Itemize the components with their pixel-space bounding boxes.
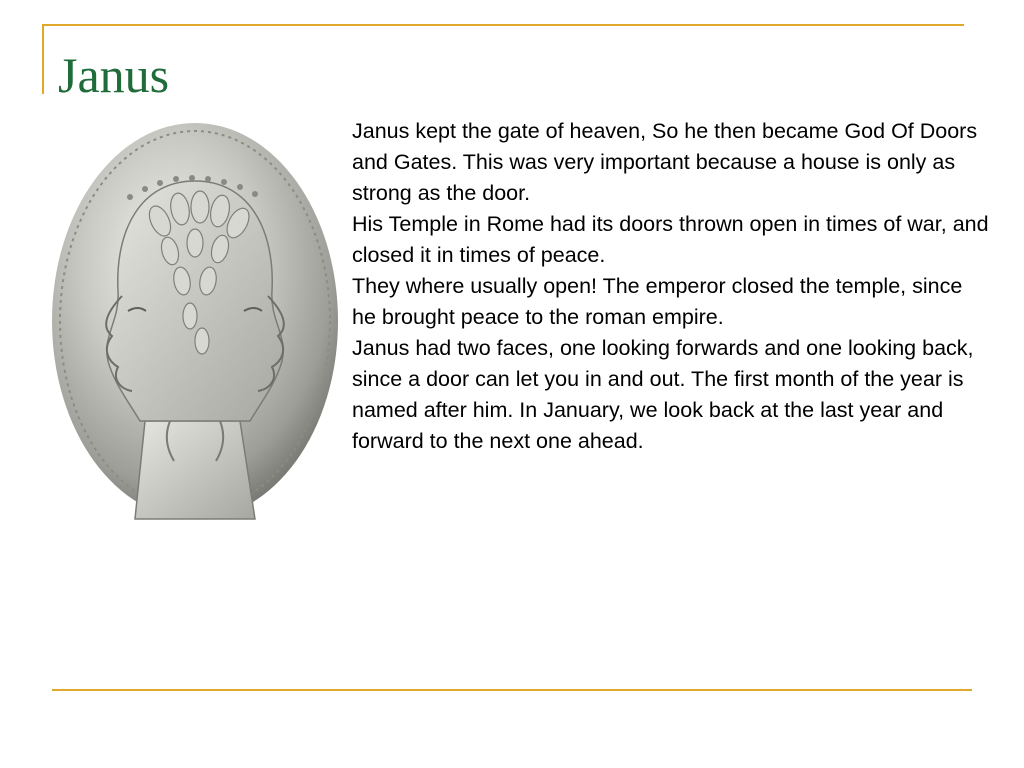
slide-body — [352, 116, 992, 457]
paragraph: His Temple in Rome had its doors thrown open in times of war, and closed it in times of peace. — [352, 212, 989, 267]
left-rule — [42, 24, 44, 94]
paragraph: Janus kept the gate of heaven, So he then became God Of Doors and Gates. This was very important because a house is only as strong as the door. — [352, 119, 978, 205]
top-rule — [42, 24, 964, 26]
janus-coin-image — [50, 121, 340, 521]
bottom-rule — [52, 689, 972, 691]
slide-title: Janus — [58, 47, 170, 103]
paragraph: Janus had two faces, one looking forwards and one looking back, since a door can let you in and out. The first month of the year is named after him. In January, we look back at the last year and forward to the next one ahead. — [352, 336, 974, 453]
paragraph: They where usually open! The emperor closed the temple, since he brought peace to the roman empire. — [352, 274, 963, 329]
